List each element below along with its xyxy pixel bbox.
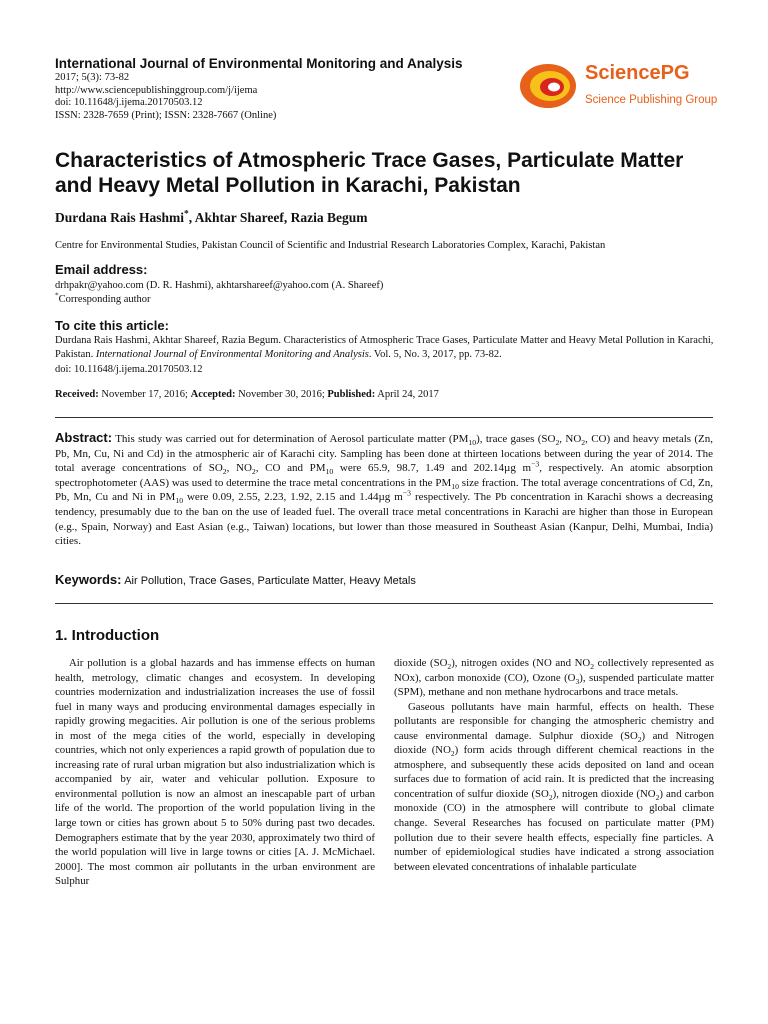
citation-text: Durdana Rais Hashmi, Akhtar Shareef, Razia Begum. Characteristics of Atmospheric Trace Gases, Particulate Matter and Heavy Metal Pollution in Karachi, Pakistan.	[55, 335, 714, 361]
keywords-list: Air Pollution, Trace Gases, Particulate Matter, Heavy Metals	[124, 575, 416, 587]
journal-issn: ISSN: 2328-7659 (Print); ISSN: 2328-7667 (Online)	[55, 109, 277, 121]
body-column-right	[394, 656, 714, 874]
journal-meta	[55, 72, 276, 122]
author-main: Durdana Rais Hashmi	[55, 210, 185, 225]
published-date: April 24, 2017	[375, 389, 439, 400]
volume-line: 2017; 5(3): 73-82	[55, 72, 130, 83]
logo-tagline: Science Publishing Group	[585, 94, 718, 106]
email-block	[55, 279, 383, 307]
body-column-left	[55, 656, 375, 889]
email-list[interactable]: drhpakr@yahoo.com (D. R. Hashmi), akhtarshareef@yahoo.com (A. Shareef)	[55, 280, 384, 291]
corresponding-mark: *	[184, 209, 189, 220]
corresponding-note-mark: *	[55, 290, 59, 300]
author-others: , Akhtar Shareef, Razia Begum	[188, 210, 368, 225]
citation	[55, 334, 720, 377]
journal-url[interactable]: http://www.sciencepublishinggroup.com/j/ijema	[55, 84, 258, 96]
received-label: Received:	[55, 389, 99, 400]
paper-title: Characteristics of Atmospheric Trace Gases, Particulate Matter and Heavy Metal Pollution in Karachi, Pakistan	[55, 149, 684, 197]
dates-line	[55, 389, 439, 400]
published-label: Published:	[327, 389, 376, 400]
citation-tail: . Vol. 5, No. 3, 2017, pp. 73-82.	[368, 349, 502, 361]
paragraph: Gaseous pollutants have main harmful, effects on health. These pollutants are responsible for changing the atmospheric chemistry and cause environmental damage. Sulphur dioxide $(SO_2)$ and Nitrogen dioxide $(NO_2)$ form acids through different chemical reactions in the atmosphere, and subsequently these acids deposited on land and ocean surfaces due to formation of acid rain. It is predicted that the increasing concentration of sulfur dioxide $(SO_2)$, nitrogen dioxide $(NO_2)$ and carbon monoxide (CO) in the atmosphere will contribute to global climate change. Several Researches has focused on particulate matter (PM) pollution due to their severe health effects, especially fine particles. A number of epidemiological studies have indicated a strong association between elevated concentrations of inhalable particulate	[394, 700, 714, 873]
section-heading: 1. Introduction	[55, 627, 160, 644]
email-heading: Email address:	[55, 262, 148, 277]
paragraph: Air pollution is a global hazards and has immense effects on human health, metrology, climatic changes and ecosystem. In developing countries modernization and industrialization increases the use of fossil fuel in many ways and producing environmental damages especially in rapidly growing megacities. Air pollution is one of the serious problems in most of the mega cities of the world, especially in developing countries, which not only experiences a rapid growth of population due to increasing rate of rural urban migration but also industrialization which is accompanied by air, water and vehicular pollution. Exposure to environmental pollution is now an almost an inescapable part of urban life of the world. The proportion of the world population living in the large town or cities has grown about 5 to 50% during past two decades. Demographers estimate that by the year 2030, approximately two third of the world population will live in large towns or cities [A. J. McMichael. 2000]. The most common air pollutants in the urban environment are Sulphur	[55, 657, 375, 888]
corresponding-note: Corresponding author	[58, 294, 151, 305]
paragraph: dioxide $(SO_2)$, nitrogen oxides (NO and $NO_2$ collectively represented as NOx), carbon monoxide (CO), Ozone $(O_3)$, suspended particulate matter (SPM), methane and non methane hydrocarbons and trace metals.	[394, 657, 714, 699]
abstract: Abstract: This study was carried out for determination of Aerosol particulate matter $(PM_{10})$, trace gases ($SO_2$, $NO_2$, CO) and heavy metals (Zn, Pb, Mn, Cu, Ni and Cd) in the atmospheric air of Karachi city. Sampling has been done at thirteen locations between during the year of 2014. The total average concentrations of $SO_2$, $NO_2$, CO and $PM_{10}$ were 65.9, 98.7, 1.49 and 202.14µg $m^{-3}$, respectively. An atomic absorption spectrophotometer (AAS) was used to determine the trace metal concentrations in the $PM_{10}$ size fraction. The total average concentrations of Cd, Zn, Pb, Mn, Cu and Ni in $PM_{10}$ were 0.09, 2.55, 2.23, 1.92, 2.15 and 1.44µg $m^{-3}$ respectively. The Pb concentration in Karachi shows a decreasing tendency, presumably due to the ban on the use of leaded fuel. The overall trace metal concentrations in Karachi are higher than those in European (e.g., Spain, Norway) and East Asian (e.g., Taiwan) locations, but lower than those measured in Southeast Asian (Kanpur, Delhi, Mumbai, India) cities.	[55, 430, 714, 548]
journal-doi[interactable]: doi: 10.11648/j.ijema.20170503.12	[55, 97, 203, 109]
sciencepg-logo-icon	[518, 60, 584, 110]
accepted-label: Accepted:	[190, 389, 236, 400]
keywords	[55, 572, 416, 587]
authors	[55, 210, 368, 226]
abstract-heading: Abstract:	[55, 430, 113, 445]
keywords-heading: Keywords:	[55, 572, 122, 587]
divider	[55, 417, 713, 418]
cite-heading: To cite this article:	[55, 318, 169, 333]
affiliation: Centre for Environmental Studies, Pakistan Council of Scientific and Industrial Research Laboratories Complex, Karachi, Pakistan	[55, 240, 606, 251]
logo-name: SciencePG	[585, 62, 690, 84]
accepted-date: November 30, 2016;	[235, 389, 328, 400]
divider	[55, 603, 713, 604]
journal-name: International Journal of Environmental Monitoring and Analysis	[55, 56, 463, 71]
citation-doi[interactable]: doi: 10.11648/j.ijema.20170503.12	[55, 363, 203, 375]
citation-journal: International Journal of Environmental Monitoring and Analysis	[95, 349, 369, 361]
received-date: November 17, 2016;	[98, 389, 191, 400]
